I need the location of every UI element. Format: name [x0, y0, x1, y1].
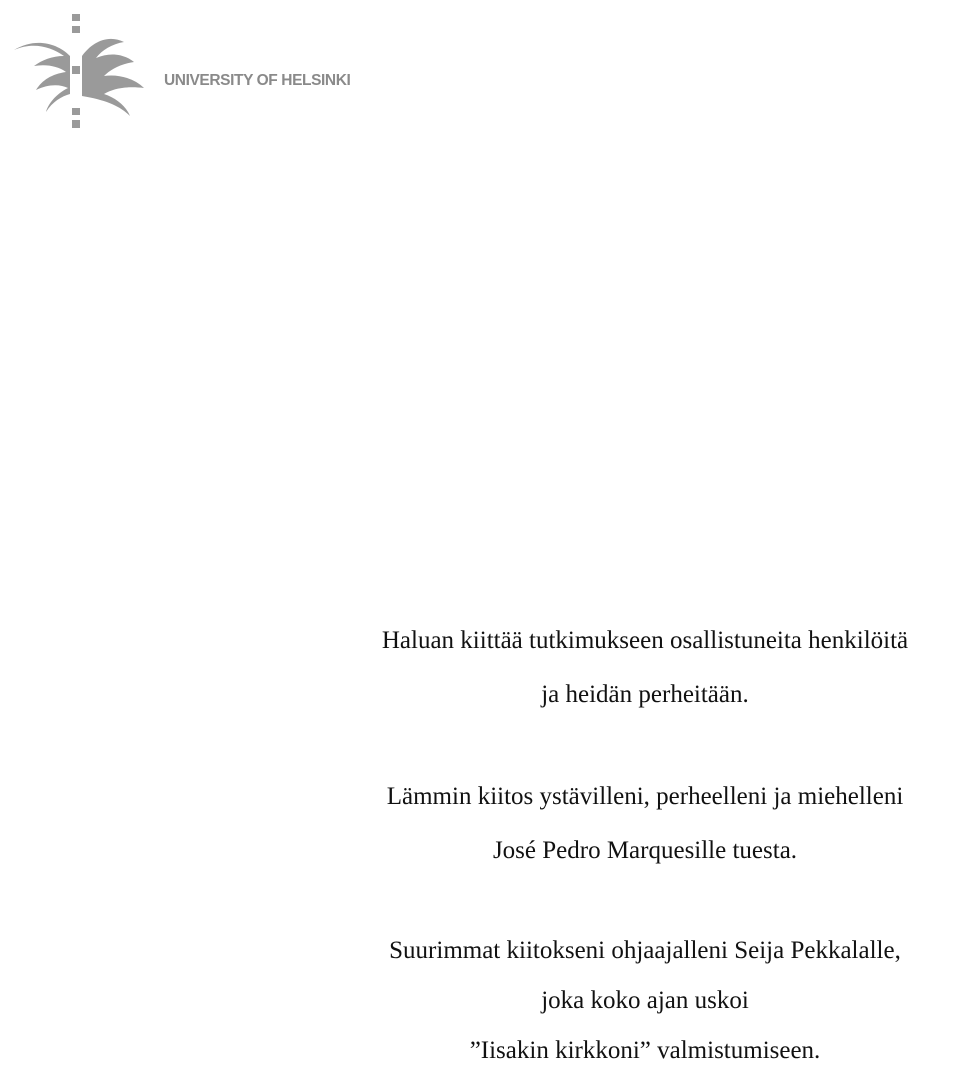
flame-emblem-icon — [12, 12, 152, 130]
university-logo — [12, 12, 352, 130]
paragraph-3-line-2: joka koko ajan uskoi — [541, 987, 749, 1014]
paragraph-1-line-1: Haluan kiittää tutkimukseen osallistuneita henkilöitä — [381, 627, 909, 654]
paragraph-2-line-1: Lämmin kiitos ystävilleni, perheelleni ja miehelleni — [386, 783, 904, 810]
paragraph-3-line-3: ”Iisakin kirkkoni” valmistumiseen. — [469, 1037, 821, 1064]
university-name: UNIVERSITY OF HELSINKI — [164, 72, 351, 89]
paragraph-1-line-2: ja heidän perheitään. — [541, 681, 749, 708]
paragraph-3-line-1: Suurimmat kiitokseni ohjaajalleni Seija Pekkalalle, — [389, 937, 901, 964]
paragraph-2-line-2: José Pedro Marquesille tuesta. — [492, 837, 798, 864]
